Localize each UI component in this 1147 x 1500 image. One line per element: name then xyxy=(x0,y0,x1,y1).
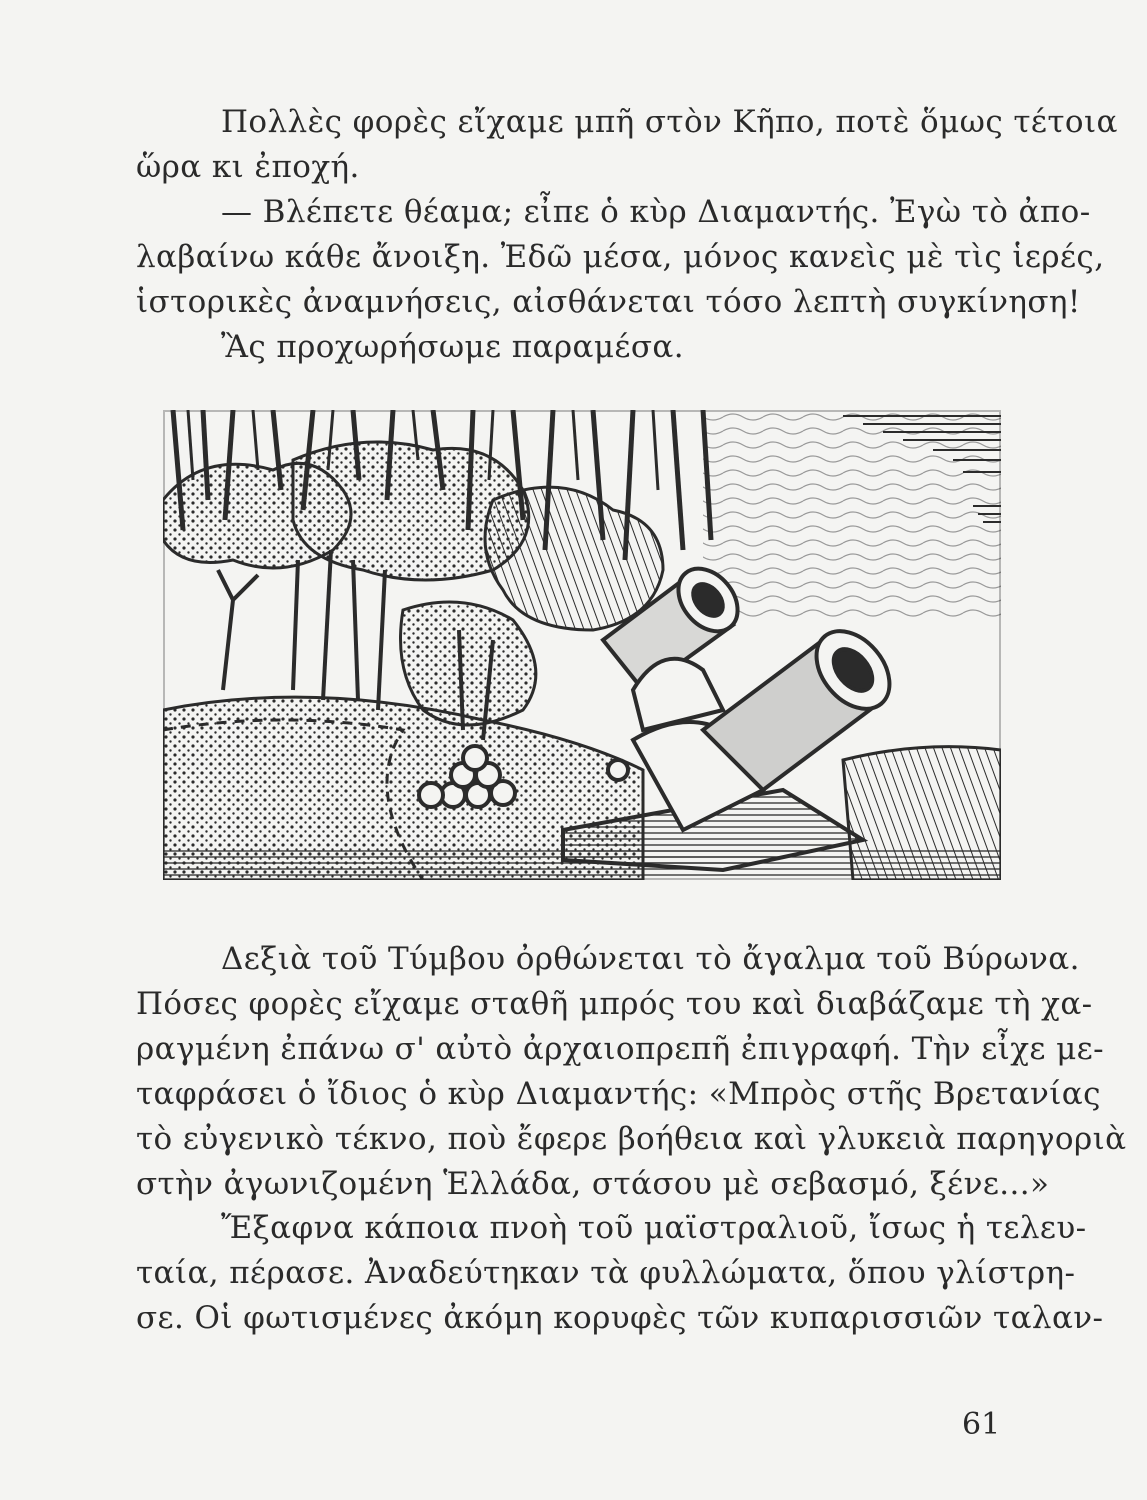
paragraph-bottom xyxy=(136,1206,1104,1341)
woodcut-cannons-in-garden-illustration xyxy=(163,410,1001,880)
text-line: Ἔξαφνα κάποια πνοὴ τοῦ μαϊστραλιοῦ, ἴσως ἡ τελευ- xyxy=(221,1210,1087,1246)
text-line: Ἂς προχωρήσωμε παραμέσα. xyxy=(221,329,684,365)
text-line: — Βλέπετε θέαμα; εἶπε ὁ κὺρ Διαμαντής. Ἐγὼ τὸ ἀπο- xyxy=(221,194,1091,230)
text-line: ὥρα κι ἐποχή. xyxy=(136,149,360,185)
text-line: ἱστορικὲς ἀναμνήσεις, αἰσθάνεται τόσο λεπτὴ συγκίνηση! xyxy=(136,284,1081,320)
text-line: Δεξιὰ τοῦ Τύμβου ὀρθώνεται τὸ ἄγαλμα τοῦ Βύρωνα. xyxy=(221,941,1080,977)
text-line: Πολλὲς φορὲς εἴχαμε μπῆ στὸν Κῆπο, ποτὲ ὅμως τέτοια xyxy=(221,104,1118,140)
page-number: 61 xyxy=(962,1407,1001,1442)
text-line: τὸ εὐγενικὸ τέκνο, ποὺ ἔφερε βοήθεια καὶ γλυκειὰ παρηγοριὰ xyxy=(136,1121,1127,1157)
text-line: στὴν ἀγωνιζομένη Ἑλλάδα, στάσου μὲ σεβασμό, ξένε...» xyxy=(136,1166,1050,1202)
text-line: ταφράσει ὁ ἴδιος ὁ κὺρ Διαμαντής: «Μπρὸς στῆς Βρετανίας xyxy=(136,1076,1101,1112)
text-line: Πόσες φορὲς εἴχαμε σταθῆ μπρός του καὶ διαβάζαμε τὴ χα- xyxy=(136,986,1093,1022)
text-line: ταία, πέρασε. Ἀναδεύτηκαν τὰ φυλλώματα, ὅπου γλίστρη- xyxy=(136,1255,1076,1291)
text-line: σε. Οἱ φωτισμένες ἀκόμη κορυφὲς τῶν κυπαρισσιῶν ταλαν- xyxy=(136,1300,1104,1336)
text-line: λαβαίνω κάθε ἄνοιξη. Ἐδῶ μέσα, μόνος κανεὶς μὲ τὶς ἱερές, xyxy=(136,239,1105,275)
illustration-svg xyxy=(163,410,1001,880)
text-line: ραγμένη ἐπάνω σ' αὐτὸ ἀρχαιοπρεπῆ ἐπιγραφή. Τὴν εἶχε με- xyxy=(136,1031,1105,1067)
paragraph-middle xyxy=(136,937,1127,1207)
paragraph-top xyxy=(136,100,1118,370)
